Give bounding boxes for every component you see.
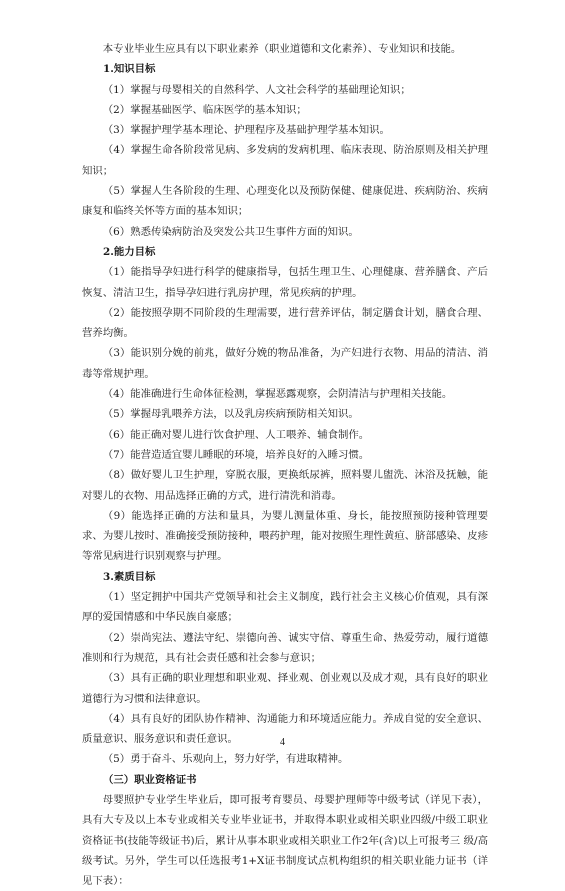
knowledge-item: （5）掌握人生各阶段的生理、心理变化以及预防保健、健康促进、疾病防治、疾病康复和临终关怀等方面的基本知识； bbox=[82, 185, 488, 218]
knowledge-heading: 1.知识目标 bbox=[103, 63, 156, 76]
ability-item: （9）能选择正确的方法和量具，为婴儿测量体重、身长，能按照预防接种管理要求、为婴儿按时、准确接受预防接种，喂药护理，能对按照生理性黄疸、脐部感染、皮疹等常见病进行识别观察与护理。 bbox=[82, 509, 488, 563]
page-number: 4 bbox=[280, 737, 285, 748]
quality-item: （4）具有良好的团队协作精神、沟通能力和环境适应能力。养成自觉的安全意识、质量意识、服务意识和责任意识。 bbox=[82, 712, 488, 746]
knowledge-item: （3）掌握护理学基本理论、护理程序及基础护理学基本知识。 bbox=[102, 124, 390, 137]
quality-item: （3）具有正确的职业理想和职业观、择业观、创业观以及成才观，具有良好的职业道德行为习惯和法律意识。 bbox=[82, 672, 488, 705]
ability-item: （4）能准确进行生命体征检测，掌握恶露观察，会阴清洁与护理相关技能。 bbox=[102, 388, 453, 401]
quality-item: （2）崇尚宪法、遵法守纪、崇德向善、诚实守信、尊重生命、热爱劳动，履行道德准则和行为规范，具有社会责任感和社会参与意识； bbox=[82, 631, 488, 664]
certificate-heading: （三）职业资格证书 bbox=[103, 773, 197, 786]
knowledge-item: （6）熟悉传染病防治及突发公共卫生事件方面的知识。 bbox=[102, 225, 359, 238]
knowledge-item: （2）掌握基础医学、临床医学的基本知识； bbox=[102, 103, 307, 116]
quality-item: （1）坚定拥护中国共产党领导和社会主义制度，践行社会主义核心价值观，具有深厚的爱国情感和中华民族自豪感； bbox=[82, 591, 488, 624]
ability-item: （8）做好婴儿卫生护理，穿脱衣服，更换纸尿裤，照料婴儿盥洗、沐浴及抚触，能对婴儿的衣物、用品选择正确的方式，进行清洗和消毒。 bbox=[82, 469, 488, 502]
knowledge-item: （4）掌握生命各阶段常见病、多发病的发病机理、临床表现、防治原则及相关护理知识； bbox=[82, 144, 488, 177]
quality-heading: 3.素质目标 bbox=[103, 570, 156, 583]
ability-item: （3）能识别分娩的前兆，做好分娩的物品准备，为产妇进行衣物、用品的清洁、消毒等常规护理。 bbox=[82, 347, 488, 380]
quality-item: （5）勇于奋斗、乐观向上，努力好学，有进取精神。 bbox=[102, 753, 349, 766]
ability-item: （5）掌握母乳喂养方法，以及乳房疾病预防相关知识。 bbox=[102, 408, 359, 421]
certificate-paragraph: 母婴照护专业学生毕业后，即可报考育婴员、母婴护理师等中级考试（详见下表），具有大专及以上本专业或相关专业毕业证书，并取得本职业或相关职业四级/中级工职业资格证书(技能等级证书)后，累计从事本职业或相关职业工作2年(含)以上可报考三 级/高级考试。另外，学生可以任选报考1+X证书制度试点机构组织的相关职业能力证书（详见下表）： bbox=[82, 793, 488, 888]
page-content bbox=[82, 39, 488, 891]
ability-item: （2）能按照孕期不同阶段的生理需要，进行营养评估，制定膳食计划，膳食合理、营养均衡。 bbox=[82, 306, 488, 340]
ability-heading: 2.能力目标 bbox=[103, 245, 156, 258]
intro-paragraph: 本专业毕业生应具有以下职业素养（职业道德和文化素养）、专业知识和技能。 bbox=[102, 43, 462, 55]
ability-item: （7）能营造适宜婴儿睡眠的环境，培养良好的入睡习惯。 bbox=[102, 448, 370, 461]
knowledge-item: （1）掌握与母婴相关的自然科学、人文社会科学的基础理论知识； bbox=[102, 83, 411, 96]
ability-item: （1）能指导孕妇进行科学的健康指导，包括生理卫生、心理健康、营养膳食、产后恢复、清洁卫生，指导孕妇进行乳房护理，常见疾病的护理。 bbox=[82, 266, 488, 299]
ability-item: （6）能正确对婴儿进行饮食护理、人工喂养、辅食制作。 bbox=[102, 428, 370, 441]
